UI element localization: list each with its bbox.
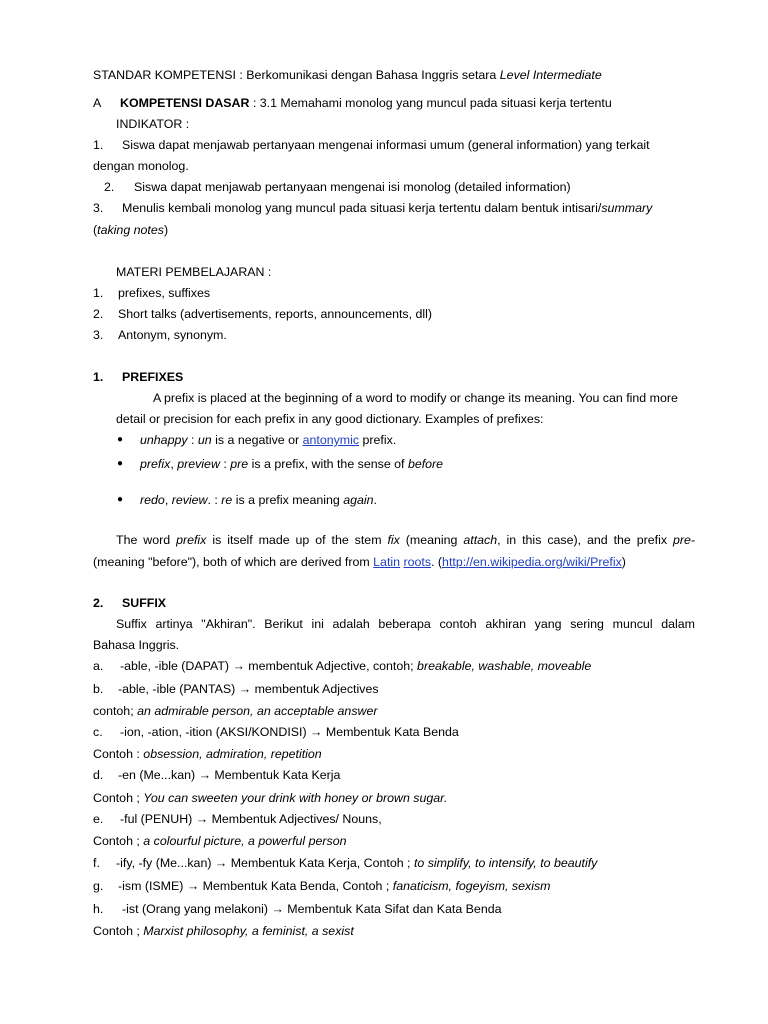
suffix-h-label: h. [93,902,104,916]
suffix-g-examples: fanaticism, fogeyism, sexism [392,879,551,893]
ex3-sep2: . : [207,493,222,507]
suffix-f-text: -ify, -fy (Me...kan) [116,856,215,870]
ex2-prefix: pre [230,457,249,471]
paren-open: ( [93,223,98,237]
p2-pre: pre- [672,533,696,547]
suffix-a-examples: breakable, washable, moveable [417,659,592,673]
ex2-sep2: : [219,457,231,471]
suffix-num: 2. [93,596,104,610]
suffix-e-text: -ful (PENUH) [120,812,196,826]
suffix-d-desc: Membentuk Kata Kerja [210,768,341,782]
right-arrow-icon: → [271,902,284,916]
level-text: Level Intermediate [499,68,602,82]
right-arrow-icon: → [214,856,228,870]
indicator-3-num: 3. [93,201,104,215]
suffix-f-desc: Membentuk Kata Kerja, Contoh ; [227,856,414,870]
suffix-heading: SUFFIX [122,596,167,610]
prefixes-para2-line1 [116,532,695,548]
latin-link[interactable]: Latin [373,555,401,569]
suffix-e-label: e. [93,812,104,826]
roots-link[interactable]: roots [403,555,432,569]
ex2-word2: preview [177,457,220,471]
indicator-3-text [122,200,652,216]
prefix-example-1 [140,432,396,448]
ex3-text: is a prefix meaning [232,493,344,507]
p2-t2: is itself made up of the stem [206,533,388,547]
indicator-1-text: Siswa dapat menjawab pertanyaan mengenai informasi umum (general information) yang terkait [122,138,650,152]
indicator-3-summary: summary [601,201,653,215]
suffix-e-example [93,833,346,849]
suffix-d-label: d. [93,768,104,782]
suffix-c-label: c. [93,725,103,739]
materi-2-text: Short talks (advertisements, reports, announcements, dll) [118,307,433,321]
p2b-end: ) [621,555,626,569]
prefixes-heading: PREFIXES [122,370,184,384]
ex3-again: again [343,493,374,507]
materi-3-text: Antonym, synonym. [118,328,227,342]
ex2-before: before [407,457,444,471]
materi-title: MATERI PEMBELAJARAN : [116,265,272,279]
suffix-intro-line1: Suffix artinya "Akhiran". Berikut ini adalah beberapa contoh akhiran yang sering muncul dalam [116,617,695,631]
suffix-g-label: g. [93,879,104,893]
ex2-sep1: , [170,457,178,471]
suffix-a-label: a. [93,659,104,673]
contoh-label: Contoh ; [93,791,144,805]
prefix-example-3 [140,492,377,508]
suffix-b-examples: an admirable person, an acceptable answer [137,704,378,718]
suffix-e-examples: a colourful picture, a powerful person [143,834,347,848]
contoh-label: contoh; [93,704,138,718]
suffix-f-label: f. [93,856,100,870]
indicator-2-text: Siswa dapat menjawab pertanyaan mengenai isi monolog (detailed information) [134,180,571,194]
materi-2-num: 2. [93,307,104,321]
suffix-d-examples: You can sweeten your drink with honey or brown sugar. [143,791,448,805]
p2-prefix: prefix [176,533,207,547]
suffix-d-text: -en (Me...kan) [118,768,199,782]
right-arrow-icon: → [238,682,252,696]
p2-attach: attach [463,533,498,547]
suffix-a-line [120,658,591,674]
suffix-h-line [122,901,502,917]
suffix-b-text: -able, -ible (PANTAS) [118,682,239,696]
prefixes-para2-line2 [93,554,626,570]
suffix-f-line [116,855,597,871]
ex1-word: unhappy [140,433,188,447]
right-arrow-icon: → [232,659,245,673]
indicator-3-main: Menulis kembali monolog yang muncul pada situasi kerja tertentu dalam bentuk intisari/ [122,201,602,215]
ex1-end: prefix. [359,433,397,447]
suffix-h-example [93,923,354,939]
kd-letter: A [93,96,102,110]
suffix-c-examples: obsession, admiration, repetition [143,747,322,761]
antonymic-link[interactable]: antonymic [302,433,360,447]
prefixes-para1-line1: A prefix is placed at the beginning of a word to modify or change its meaning. You can find more [153,391,678,405]
suffix-a-desc: membentuk Adjective, contoh; [244,659,418,673]
ex2-text: is a prefix, with the sense of [248,457,408,471]
ex1-sep: : [187,433,198,447]
suffix-intro-line2: Bahasa Inggris. [93,638,180,652]
right-arrow-icon: → [186,879,200,893]
suffix-b-example [93,703,377,719]
bullet-icon: ● [117,494,124,505]
suffix-g-desc: Membentuk Kata Benda, Contoh ; [199,879,393,893]
materi-3-num: 3. [93,328,104,342]
suffix-c-text: -ion, -ation, -ition (AKSI/KONDISI) [120,725,311,739]
contoh-label: Contoh ; [93,834,144,848]
suffix-h-text: -ist (Orang yang melakoni) [122,902,272,916]
suffix-g-text: -ism (ISME) [118,879,187,893]
suffix-g-line [118,878,550,894]
prefixes-num: 1. [93,370,104,384]
p2-t4: , in this case), and the prefix [497,533,673,547]
right-arrow-icon: → [198,768,211,782]
standar-kompetensi-line [93,67,602,83]
indicator-1-cont: dengan monolog. [93,159,189,173]
suffix-b-desc: membentuk Adjectives [251,682,379,696]
suffix-d-example [93,790,447,806]
ex1-text: is a negative or [211,433,303,447]
prefixes-para1-line2: detail or precision for each prefix in any good dictionary. Examples of prefixes: [116,412,544,426]
suffix-c-line [120,724,459,740]
indicator-3-cont [93,222,168,238]
prefix-example-2 [140,456,443,472]
suffix-e-line [120,811,382,827]
ex2-word1: prefix [140,457,171,471]
bullet-icon: ● [117,458,124,469]
right-arrow-icon: → [195,812,209,826]
suffix-c-example [93,746,322,762]
materi-1-text: prefixes, suffixes [118,286,211,300]
suffix-h-desc: Membentuk Kata Sifat dan Kata Benda [283,902,502,916]
indicator-1-num: 1. [93,138,104,152]
paren-close: ) [163,223,169,237]
suffix-c-desc: Membentuk Kata Benda [322,725,459,739]
wikipedia-prefix-link[interactable]: http://en.wikipedia.org/wiki/Prefix [442,555,622,569]
suffix-b-label: b. [93,682,104,696]
standar-kompetensi-text: STANDAR KOMPETENSI : Berkomunikasi dengan Bahasa Inggris setara [93,68,500,82]
suffix-b-line [118,681,379,697]
ex3-end: . [373,493,377,507]
p2-t1: The word [116,533,177,547]
ex3-sep1: , [164,493,172,507]
suffix-f-examples: to simplify, to intensify, to beautify [413,856,598,870]
taking-notes-text: taking notes [97,223,164,237]
p2-fix: fix [387,533,400,547]
ex1-prefix: un [197,433,212,447]
suffix-d-line [118,767,340,783]
right-arrow-icon: → [310,725,323,739]
indicator-2-num: 2. [104,180,115,194]
p2b-t1: (meaning "before"), both of which are derived from [93,555,374,569]
indikator-label: INDIKATOR : [116,117,190,131]
kompetensi-dasar-line [120,95,612,111]
suffix-h-examples: Marxist philosophy, a feminist, a sexist [143,924,354,938]
materi-1-num: 1. [93,286,104,300]
kompetensi-dasar-text: : 3.1 Memahami monolog yang muncul pada situasi kerja tertentu [249,96,612,110]
ex3-word2: review [171,493,208,507]
bullet-icon: ● [117,434,124,445]
ex3-word1: redo [140,493,165,507]
p2-t3: (meaning [399,533,464,547]
ex3-prefix: re [221,493,233,507]
p2b-t2: . ( [431,555,443,569]
contoh-label: Contoh ; [93,924,144,938]
suffix-a-text: -able, -ible (DAPAT) [120,659,233,673]
contoh-label: Contoh : [93,747,144,761]
kompetensi-dasar-title: KOMPETENSI DASAR [120,96,250,110]
suffix-e-desc: Membentuk Adjectives/ Nouns, [208,812,382,826]
